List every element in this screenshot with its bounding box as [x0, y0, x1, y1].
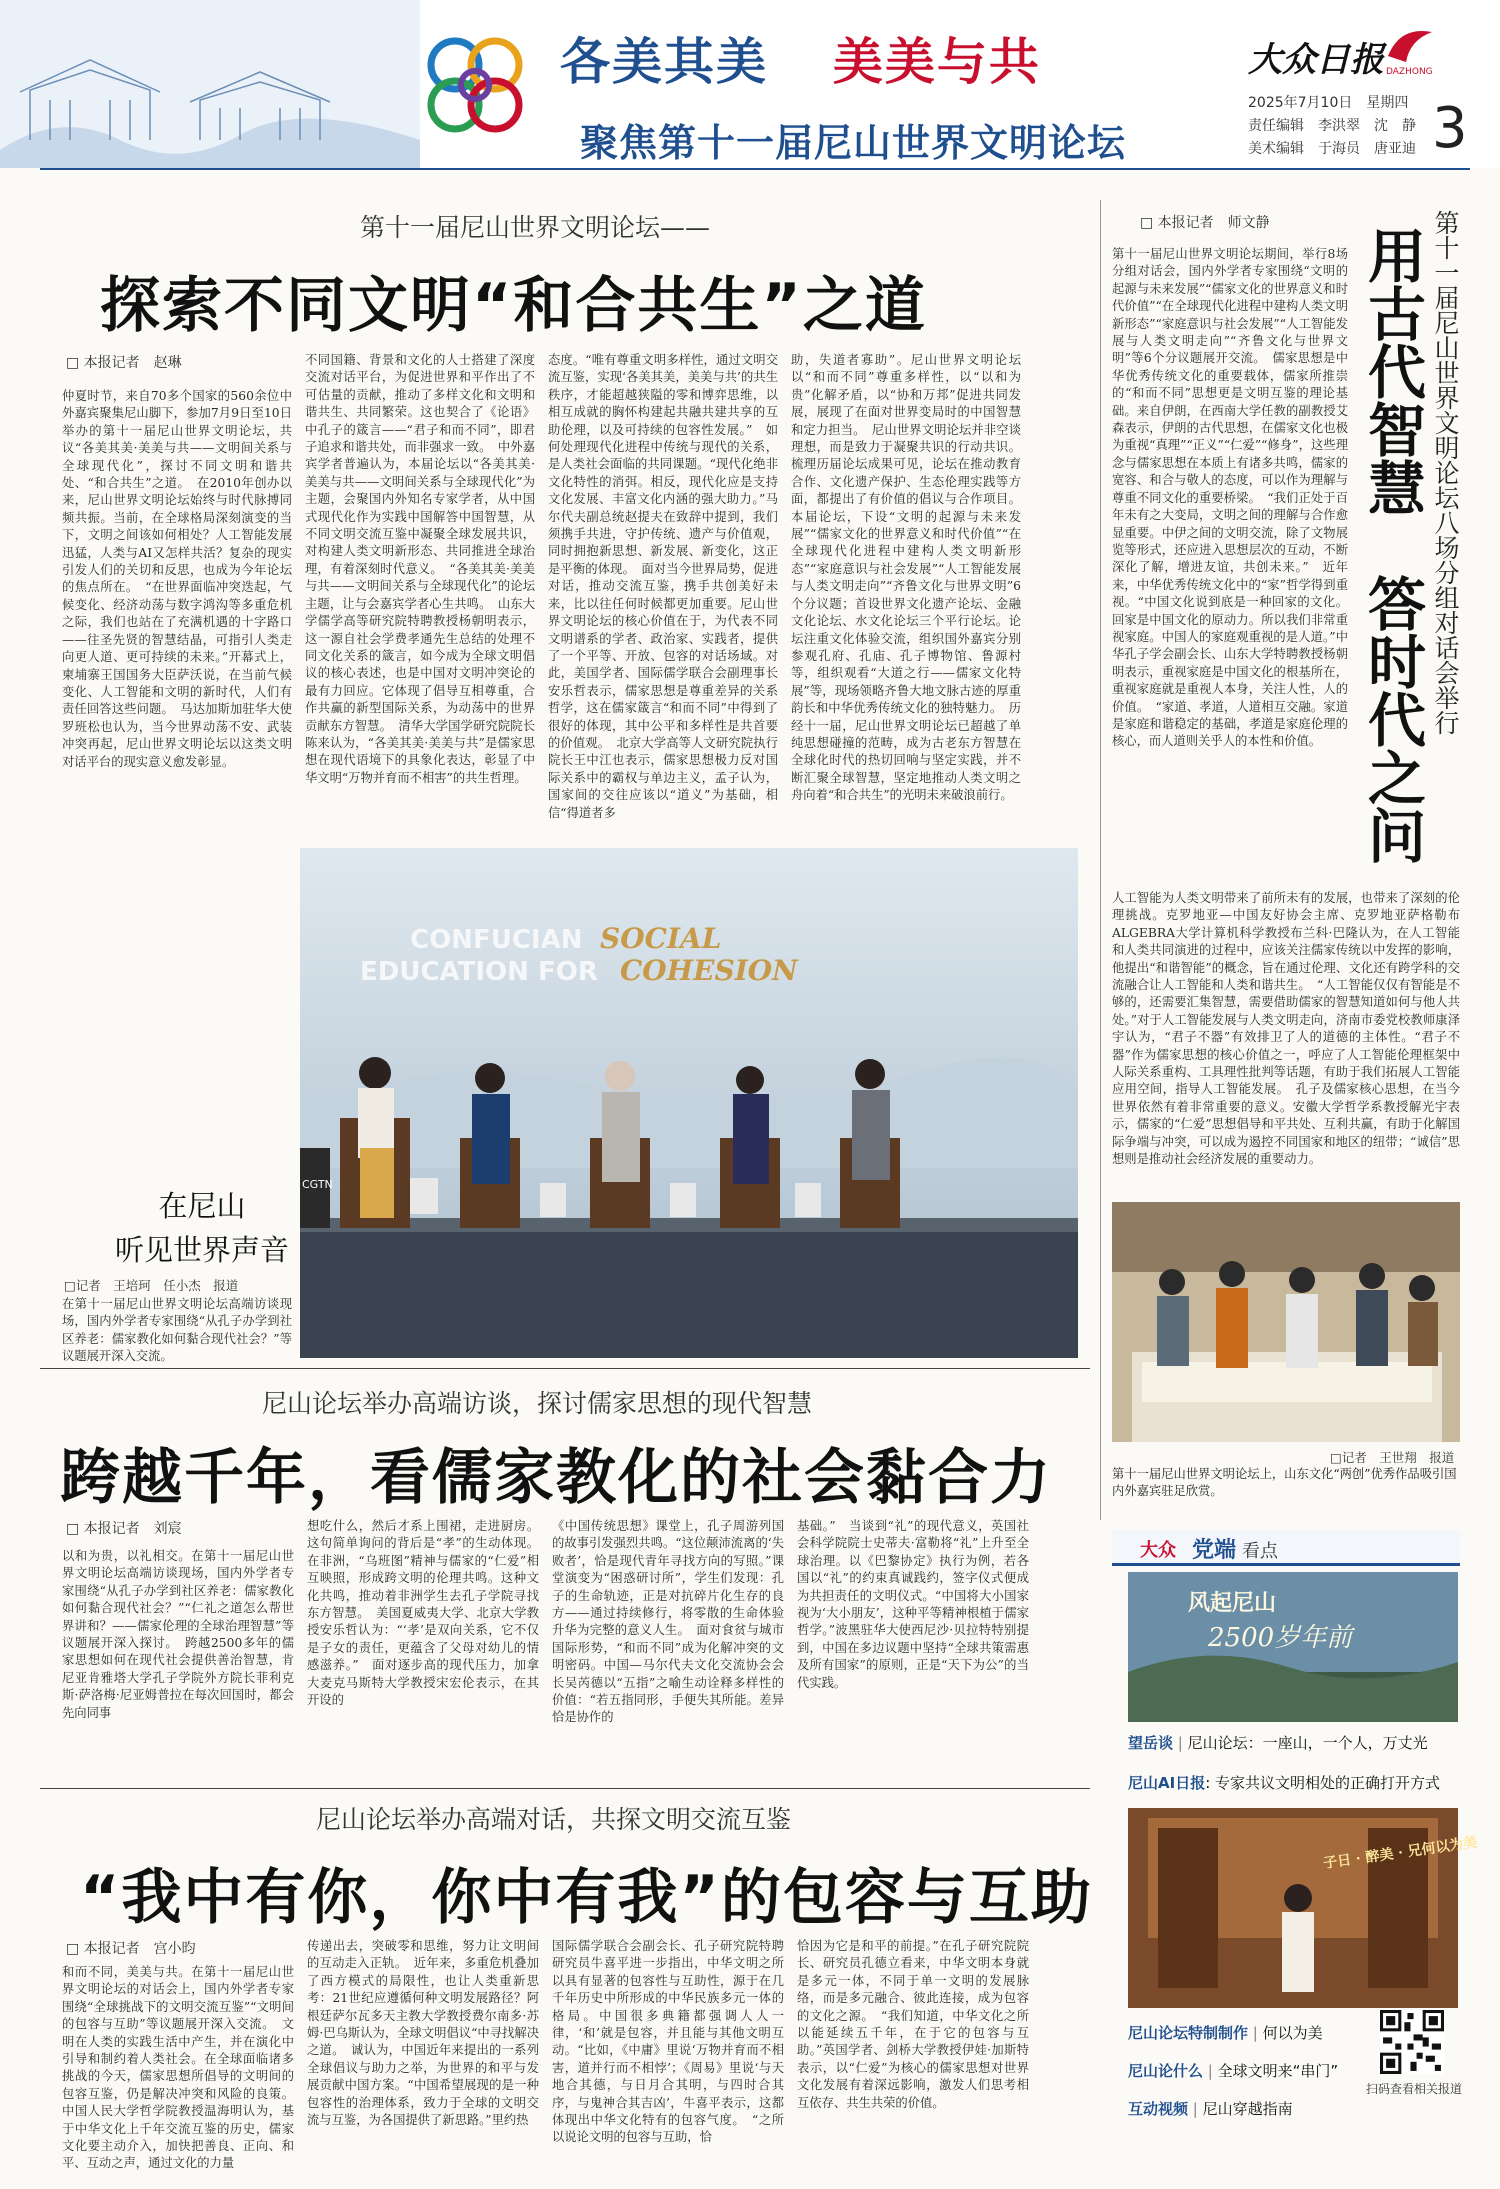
article2-kicker: 尼山论坛举办高端访谈，探讨儒家思想的现代智慧	[262, 1389, 813, 1418]
inset-title-line1: 在尼山	[158, 1189, 246, 1223]
right-column-divider	[1100, 200, 1101, 1520]
photo-inset-title	[112, 1184, 292, 1272]
promo2-text: 子日 · 醉美 · 兄何以为美	[1322, 1834, 1479, 1872]
sidebar-title: 党端	[1192, 1538, 1237, 1563]
sidebar-link-2[interactable]: 尼山AI日报: 专家共议文明相处的正确打开方式	[1128, 1774, 1441, 1792]
exhibition-photo-byline: □记者 王世翔 报道	[1330, 1450, 1455, 1465]
sidebar-link-5-text: 尼山穿越指南	[1202, 2100, 1293, 2118]
article3-column-2: 传递出去，突破零和思维，努力让文明间的互动走入正轨。 近年来，多重危机叠加了西方模式的局限性，也让人类重新思考：21世纪应遵循何种文明发展路径？阿根廷萨尔瓦多天主教大学教授费尔南多·苏姆·巴乌斯认为，全球文明倡议“中寻找解决之道。 诚认为，中国近年来提出的一系列全球倡议与助力之举，为世界的和平与发展贡献中国方案。“中国希望展现的是一种包容性的治理体系，致力于全球的文明交流与互鉴，为各国提供了新思路。”里约热	[307, 1939, 539, 2128]
article1-kicker: 第十一届尼山世界文明论坛——	[360, 213, 711, 242]
article1-byline: □ 本报记者 赵琳	[66, 355, 182, 371]
promo1-title: 风起尼山	[1188, 1590, 1277, 1616]
photo-inset-byline: □记者 王培珂 任小杰 报道	[64, 1278, 239, 1293]
sidebar-link-3-text: 何以为美	[1262, 2024, 1323, 2042]
screen-text-confucian: CONFUCIAN	[410, 925, 583, 955]
article2-headline[interactable]: 跨越千年，看儒家教化的社会黏合力	[60, 1443, 1052, 1513]
sidebar-link-4[interactable]: 尼山论什么 | 全球文明来“串门”	[1128, 2062, 1339, 2080]
sidebar-subtitle: 看点	[1242, 1541, 1278, 1562]
article2-column-4: 基础。” 当谈到“礼”的现代意义，英国社会科学院院士史蒂夫·富勒将“礼”上升至全球治理。以《巴黎协定》执行为例，若各国以“礼”的约束真诚践约，签字仪式便成为共担责任的文明仪式。“中国将大小国家视为‘大小朋友’，这种平等精神根植于儒家哲学。”波黑驻华大使西尼沙·贝拉特特别提到，中国在多边议题中坚持“全球共策需惠及所有国家”的原则，正是“天下为公”的当代实践。	[797, 1519, 1029, 1690]
sidebar-link-1-text: 尼山论坛：一座山，一个人，万丈光	[1187, 1734, 1428, 1752]
sidebar-link-5[interactable]: 互动视频 | 尼山穿越指南	[1128, 2100, 1293, 2118]
logo-text: DAZHONG	[1386, 67, 1433, 77]
slogan	[560, 22, 1041, 94]
page-number: 3	[1432, 96, 1468, 161]
promo-video-thumbnail[interactable]	[1128, 1572, 1458, 1722]
sidebar-header	[1112, 1530, 1460, 1566]
sidebar-brand: 大众	[1140, 1540, 1176, 1561]
sidebar-link-1[interactable]: 望岳谈 | 尼山论坛：一座山，一个人，万丈光	[1128, 1734, 1428, 1752]
newspaper-name: 大众日报	[1248, 40, 1384, 80]
screen-text-social: SOCIAL	[600, 922, 722, 955]
sidebar-link-1-tag: 望岳谈	[1128, 1734, 1174, 1752]
art-editor-line: 美术编辑 于海员 唐亚迪	[1248, 141, 1416, 157]
article3-column-3: 国际儒学联合会副会长、孔子研究院特聘研究员牛喜平进一步指出，中华文明之所以具有显著的包容性与互助性，源于在几千年历史中所形成的中华民族多元一体的格局。中国很多典籍都强调人人一律，‘和’就是包容，并且能与其他文明互动。“比如，《中庸》里说‘万物并育而不相害，道并行而不相悖’；《周易》里说‘与天地合其德，与日月合其明，与四时合其序，与鬼神合其吉凶’，牛喜平表示，这都体现出中华文化特有的包容气度。 “之所以说论文明的包容与互助，恰	[552, 1939, 784, 2145]
issue-date: 2025年7月10日 星期四	[1248, 95, 1409, 111]
editor-line: 责任编辑 李洪翠 沈 静	[1248, 118, 1416, 134]
slogan-a: 各美其美	[560, 32, 768, 91]
article3-headline[interactable]: “我中有你，你中有我”的包容与互助	[80, 1863, 1093, 1933]
inset-title-line2: 听见世界声音	[114, 1233, 289, 1267]
article2-column-1: 以和为贵，以礼相交。在第十一届尼山世界文明论坛高端访谈现场，国内外学者专家围绕“从孔子办学到社区养老：儒家教化如何黏合现代社会？”“仁礼之道怎么帮世界讲和？——儒家伦理的全球治理智慧”等议题展开深入探讨。 跨越2500多年的儒家思想如何在现代社会提供善治智慧，肯尼亚肯雅塔大学孔子学院外方院长菲利克斯·萨洛梅·尼亚姆普拉在每次回国时，都会先向同事	[62, 1549, 294, 1720]
article1-column-1: 仲夏时节，来自70多个国家的560余位中外嘉宾聚集尼山脚下，参加7月9日至10日举办的第十一届尼山世界文明论坛，共议“各美其美·美美与共——文明间关系与全球现代化”，探讨不同文明和谐共处、“和合共生”之道。 在2010年创办以来，尼山世界文明论坛始终与时代脉搏同频共振。当前，在全球格局深刻演变的当下，文明之间该如何相处？人工智能发展迅猛，人类与AI又怎样共活？复杂的现实引发人们的关切和反思，也成为今年论坛的焦点所在。 “在世界面临冲突迭起，气候变化、经济动荡与数字鸿沟等多重危机之际，我们也站在了充满机遇的十字路口——往圣先贤的智慧结晶，可指引人类走向更人道、更可持续的未来。”开幕式上，柬埔寨王国国务大臣萨沃说，在当前气候变化、人工智能和文明的新时代，人们有责任回答这些问题。 马达加斯加驻华大使罗班松也认为，当今世界动荡不安、武装冲突再起，尼山世界文明论坛以这类文明对话平台的现实意义愈发彰显。	[62, 389, 292, 769]
right-article-title[interactable]: 用古代智慧 答时代之问	[1358, 226, 1426, 864]
slogan-b: 美美与共	[832, 32, 1041, 91]
qr-code-icon[interactable]	[1380, 2010, 1444, 2074]
article1-headline[interactable]: 探索不同文明“和合共生”之道	[100, 271, 927, 341]
article3-column-4: 恰因为它是和平的前提。”在孔子研究院院长、研究员孔德立看来，中华文明本身就是多元一体，不同于单一文明的发展脉络，而是多元融合、彼此连接，成为包容的文化之源。 “我们知道，中华文化之所以能延续五千年，在于它的包容与互助。”英国学者、剑桥大学教授伊娃·加斯特表示，以“仁爱”为核心的儒家思想对世界文化发展有着深远影响，激发人们思考相互依存、共生共荣的价值。	[797, 1939, 1029, 2110]
article1-column-2: 不同国籍、背景和文化的人士搭建了深度交流对话平台，为促进世界和平作出了不可估量的贡献，推动了多样文化和文明和谐共生、共同繁荣。这也契合了《论语》中孔子的箴言——“君子和而不同”，即君子追求和谐共处，而非强求一致。 中外嘉宾学者普遍认为，本届论坛以“各美其美·美美与共——文明间关系与全球现代化”为主题，会聚国内外知名专家学者，从中国式现代化作为实践中国解答中国智慧，从不同文明交流互鉴中凝聚全球发展共识，对构建人类文明新形态、共同推进全球治理，有着深刻时代意义。 “各美其美·美美与共——文明间关系与全球现代化”的论坛主题，让与会嘉宾学者心生共鸣。 山东大学儒学高等研究院特聘教授杨朝明表示，这一源自社会学费孝通先生总结的处理不同文化关系的箴言，如今成为全球文明倡议的核心表述，也是中国对文明冲突论的最有力回应。它体现了倡导互相尊重，合作共赢的新型国际关系，为动荡中的世界贡献东方智慧。 清华大学国学研究院院长陈来认为，“各美其美·美美与共”是儒家思想在现代语境下的具象化表达，彰显了中华文明“万物并育而不相害”的共生哲理。	[305, 353, 535, 785]
right-article-column-2: 人工智能为人类文明带来了前所未有的发展，也带来了深刻的伦理挑战。克罗地亚—中国友好协会主席、克罗地亚萨格勒布ALGEBRA大学计算机科学教授布兰科·巴隆认为，在人工智能和人类共同演进的过程中，应该关注儒家传统以中发挥的影响，他提出“和谐智能”的概念，旨在通过伦理、文化还有跨学科的交流融合让人工智能和人类和谐共生。 “人工智能仅仅有智能是不够的，还需要汇集智慧，需要借助儒家的智慧知道如何与他人共处。”对于人工智能发展与人类文明走向，济南市委党校教师康泽宇认为，“君子不器”有效排卫了人的道德的主体性。“君子不器”作为儒家思想的核心价值之一，呼应了人工智能伦理框架中人际关系重构、工具理性批判等话题，有助于我们拓展人工智能应用空间，指导人工智能发展。 孔子及儒家核心思想，在当今世界依然有着非常重要的意义。安徽大学哲学系教授解光宇表示，儒家的“仁爱”思想倡导和平共处、互利共赢，有助于化解国际争端与冲突，可以成为遏控不同国家和地区的纽带；“诚信”思想则是推动社会经济发展的重要动力。	[1112, 891, 1460, 1167]
right-article-subtitle: 第十一届尼山世界文明论坛八场分组对话会举行	[1431, 210, 1460, 735]
sidebar-link-4-text: 全球文明来“串门”	[1217, 2062, 1339, 2080]
article2-byline: □ 本报记者 刘宸	[66, 1521, 182, 1537]
rings-logo-icon	[410, 20, 540, 150]
article2-column-2: 想吃什么，然后才系上围裙，走进厨房。这句简单询问的背后是“孝”的生动体现。在非洲，“乌班图”精神与儒家的“仁爱”相互映照，形成跨文明的伦理共鸣。这种文化共鸣，推动着非洲学生去孔子学院寻找东方智慧。 美国夏威夷大学、北京大学教授安乐哲认为：“‘孝’是双向关系，它不仅是子女的责任，更蕴含了父母对幼儿的情感滋养。” 面对逐步高的现代压力，加拿大麦克马斯特大学教授宋宏伦表示，在其开设的	[307, 1519, 539, 1708]
article1-column-4: 助，失道者寡助”。尼山世界文明论坛以“和而不同”尊重多样性，以“以和为贵”化解矛盾，以“协和万邦”促进共同发展，展现了在面对世界变局时的中国智慧和定力担当。 尼山世界文明论坛并非空谈理想，而是致力于凝聚共识的行动共识。梳理历届论坛成果可见，论坛在推动教育合作、文化遗产保护、生态伦理实践等方面，都提出了有价值的倡议与合作项目。本届论坛，下设“文明的起源与未来发展”“儒家文化的世界意义和时代价值”“在全球现代化进程中建构人类文明新形态”“家庭意识与社会发展”“人工智能发展与人类文明走向”“齐鲁文化与世界文明”6个分议题；首设世界文化遗产论坛、金融文化论坛、水文化论坛三个平行论坛。论坛注重文化体验交流，组织国外嘉宾分别参观孔府、孔庙、孔子博物馆、鲁源村等，组织观看“大道之行——儒家文化特展”等，现场领略齐鲁大地文脉古迹的厚重韵长和中华优秀传统文化的独特魅力。 历经十一届，尼山世界文明论坛已超越了单纯思想碰撞的范畴，成为古老东方智慧在全球化时代的热切回响与坚定实践，并不断汇聚全球智慧，坚定地推动人类文明之舟向着“和合共生”的光明未来破浪前行。	[791, 353, 1021, 803]
sidebar-link-3-tag: 尼山论坛特制制作	[1128, 2024, 1249, 2042]
sidebar-link-3[interactable]: 尼山论坛特制制作 | 何以为美	[1128, 2024, 1323, 2042]
newspaper-logo-icon	[1380, 22, 1440, 76]
article1-column-3: 态度。“唯有尊重文明多样性，通过文明交流互鉴，实现‘各美其美，美美与共’的共生秩序，才能超越狭隘的零和博弈思维，以相互成就的胸怀构建起共融共建共享的互助伦理，以及可持续的包容性发展。” 如何处理现代化进程中传统与现代的关系，是人类社会面临的共同课题。“现代化绝非文化特性的消弭。相反，现代化应是支持文化发展、丰富文化内涵的强大助力。”马尔代夫副总统赵提夫在致辞中提到，我们须携手共进，守护传统、遗产与价值观，同时拥抱新思想、新发展、新变化，这正是平衡的体现。 面对当今世界局势，促进对话，推动交流互鉴，携手共创美好未来，比以往任何时候都更加重要。尼山世界文明论坛的核心价值在于，为代表不同文明谱系的学者、政治家、实践者，提供了一个平等、开放、包容的对话场域。对此，美国学者、国际儒学联合会副理事长安乐哲表示，儒家思想是尊重差异的关系哲学，这在儒家箴言“和而不同”中得到了很好的体现，其中公平和多样性是共首要的价值观。 北京大学高等人文研究院执行院长王中江也表示，儒家思想极力反对国际关系中的霸权与单边主义，孟子认为，国家间的交往应该以“道义”为基础，相信“得道者多	[548, 353, 778, 820]
photo-inset-text: 在第十一届尼山世界文明论坛高端访谈现场，国内外学者专家围绕“从孔子办学到社区养老：儒家教化如何黏合现代社会？”等议题展开深入交流。	[62, 1297, 292, 1364]
article2-column-3: 《中国传统思想》课堂上，孔子周游列国的故事引发强烈共鸣。“这位颠沛流离的‘失败者’，恰是现代青年寻找方向的写照。”课堂演变为“困惑研讨所”，学生们发现：孔子的生命轨迹，正是对抗碎片化生存的良方——通过持续修行，将零散的生命体验升华为完整的意义人生。 面对食贫与城市国际形势，“和而不同”成为化解冲突的文明密码。中国—马尔代夫文化交流协会会长吴芮德以“五指”之喻生动诠释多样性的价值：“若五指同形，手便失其所能。差异恰是协作的	[552, 1519, 784, 1725]
screen-text-education: EDUCATION FOR	[360, 957, 598, 987]
screen-text-cohesion: COHESION	[620, 954, 798, 987]
sidebar-link-2-tag: 尼山AI日报	[1128, 1774, 1206, 1792]
article3-byline: □ 本报记者 宫小昀	[66, 1941, 196, 1957]
section-divider-1	[40, 1368, 1090, 1369]
article3-column-1: 和而不同，美美与共。在第十一届尼山世界文明论坛的对话会上，国内外学者专家围绕“全球挑战下的文明交流互鉴”“文明间的包容与互助”等议题展开深入交流。 文明在人类的实践生活中产生，并在演化中引导和制约着人类社会。在全球面临诸多挑战的今天，儒家思想所倡导的文明间的包容互鉴，仍是解决冲突和风险的良策。中国人民大学哲学院教授温海明认为，基于中华文化上千年交流互鉴的历史，儒家文化要主动介入，加快把善良、正向、和平、互动之声，通过文化的力量	[62, 1965, 294, 2171]
promo1-subtitle: 2500岁年前	[1208, 1623, 1353, 1653]
sidebar-link-4-tag: 尼山论什么	[1128, 2062, 1204, 2080]
qr-caption: 扫码查看相关报道	[1366, 2082, 1463, 2096]
masthead-illustration	[0, 0, 420, 168]
forum-banner: 聚焦第十一届尼山世界文明论坛	[580, 120, 1127, 165]
sidebar-link-2-text: 专家共议文明相处的正确打开方式	[1215, 1774, 1441, 1792]
right-article-column-1: 第十一届尼山世界文明论坛期间，举行8场分组对话会，国内外学者专家围绕“文明的起源与未来发展”“儒家文化的世界意义和时代价值”“在全球现代化进程中建构人类文明新形态”“家庭意识与社会发展”“人工智能发展与人类文明走向”“齐鲁文化与世界文明”等6个分议题展开交流。 儒家思想是中华优秀传统文化的重要载体，儒家所推崇的“和而不同”思想更是文明互鉴的理论基础。来自伊朗，在西南大学任教的副教授艾森表示，伊朗的古代思想，在儒家文化也极为重视“真理”“正义”“仁爱”“修身”，这些理念与儒家思想在本质上有诸多共鸣，儒家的宽容、和合与敬人的态度，可以作为理解与尊重不同文化的重要桥梁。 “我们正处于百年未有之大变局，文明之间的理解与合作愈显重要。中伊之间的文明交流，除了文物展览等形式，还应进入思想层次的互动，不断深化了解，增进友谊，共创未来。” 近年来，中华优秀传统文化中的“家”哲学得到重视。“中国文化说到底是一种回家的文化。回家是中国文化的原动力。所以我们非常重视家庭。中国人的家庭观重视的是人道。”中华孔子学会副会长、山东大学特聘教授杨朝明表示，重视家庭是中国文化的根基所在，重视家庭就是重视人本身，关注人性，人的价值。 “家道、孝道，人道相互交融。家道是家庭和谐稳定的基础，孝道是家庭伦理的核心，而人道则关乎人的本性和价值。	[1112, 247, 1348, 749]
article3-kicker: 尼山论坛举办高端对话，共探文明交流互鉴	[316, 1805, 792, 1834]
right-article-byline: □ 本报记者 师文静	[1140, 215, 1270, 231]
masthead-divider	[40, 168, 1470, 170]
section-divider-2	[40, 1788, 1090, 1789]
forum-stage-photo[interactable]	[300, 848, 1078, 1358]
exhibition-photo[interactable]	[1112, 1202, 1460, 1442]
sidebar-link-5-tag: 互动视频	[1128, 2100, 1189, 2118]
exhibition-photo-caption: 第十一届尼山世界文明论坛上，山东文化“两创”优秀作品吸引国内外嘉宾驻足欣赏。	[1112, 1467, 1457, 1498]
promo-video-thumbnail-2[interactable]	[1128, 1808, 1479, 2008]
cgtn-stand-label: CGTN	[302, 1178, 333, 1191]
